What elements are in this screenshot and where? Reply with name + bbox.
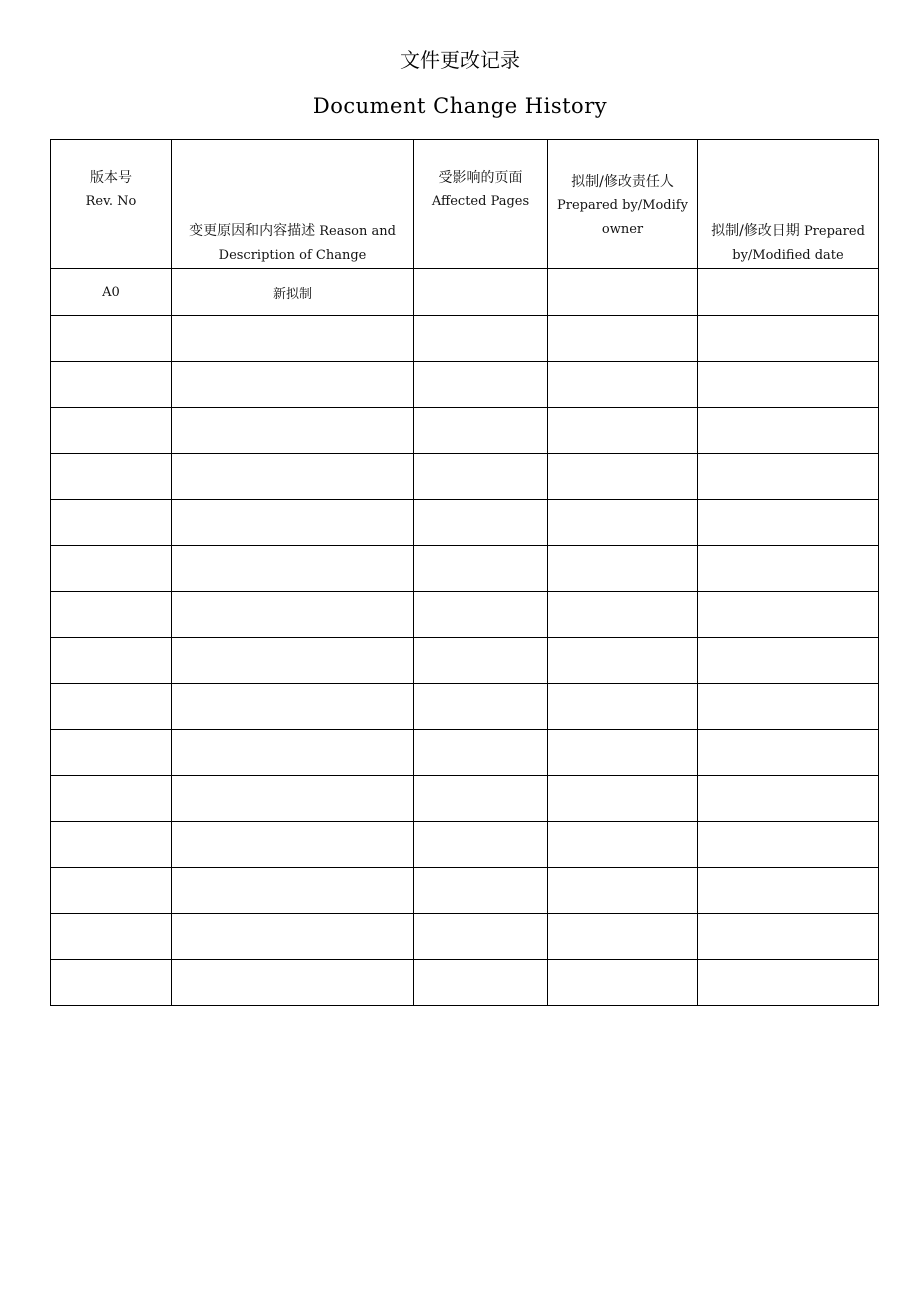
header-date-en-2: by/Modified date	[732, 248, 844, 263]
rev-no-cell	[51, 546, 172, 592]
rev-no-cell	[51, 638, 172, 684]
rev-no-cell	[51, 868, 172, 914]
header-reason-zh: 变更原因和内容描述	[189, 223, 316, 239]
table-row	[51, 960, 879, 1006]
reason-cell	[172, 638, 414, 684]
table-row	[51, 914, 879, 960]
prepared-by-cell	[548, 316, 698, 362]
affected-pages-cell	[414, 822, 548, 868]
prepared-by-cell	[548, 546, 698, 592]
affected-pages-cell	[414, 868, 548, 914]
rev-no-cell	[51, 408, 172, 454]
reason-cell	[172, 362, 414, 408]
affected-pages-cell	[414, 500, 548, 546]
prepared-by-cell	[548, 822, 698, 868]
reason-cell	[172, 500, 414, 546]
rev-no-cell	[51, 776, 172, 822]
table-row	[51, 730, 879, 776]
affected-pages-cell	[414, 362, 548, 408]
rev-no-cell	[51, 454, 172, 500]
prepared-by-cell	[548, 454, 698, 500]
date-cell	[698, 730, 879, 776]
table-row	[51, 408, 879, 454]
date-cell	[698, 546, 879, 592]
date-cell	[698, 408, 879, 454]
prepared-by-cell	[548, 960, 698, 1006]
header-reason	[172, 140, 414, 269]
reason-cell	[172, 408, 414, 454]
date-cell	[698, 684, 879, 730]
prepared-by-cell	[548, 776, 698, 822]
rev-no-cell	[51, 822, 172, 868]
affected-pages-cell	[414, 684, 548, 730]
header-prepared-by	[548, 140, 698, 269]
table-row	[51, 684, 879, 730]
rev-no-cell	[51, 730, 172, 776]
date-cell	[698, 638, 879, 684]
reason-cell	[172, 316, 414, 362]
date-cell	[698, 776, 879, 822]
rev-no-cell	[51, 316, 172, 362]
reason-cell	[172, 868, 414, 914]
table-body	[51, 269, 879, 1006]
header-prepared-by-zh: 拟制/修改责任人	[571, 174, 674, 190]
header-affected-pages-zh: 受影响的页面	[438, 170, 523, 186]
reason-cell	[172, 454, 414, 500]
rev-no-cell	[51, 592, 172, 638]
page-title-english: Document Change History	[312, 94, 608, 118]
change-history-table	[50, 139, 879, 1006]
header-prepared-by-en-2: owner	[601, 222, 644, 237]
prepared-by-cell	[548, 868, 698, 914]
table-row	[51, 592, 879, 638]
date-cell	[698, 454, 879, 500]
reason-cell	[172, 960, 414, 1006]
prepared-by-cell	[548, 638, 698, 684]
header-affected-pages-en: Affected Pages	[431, 194, 530, 209]
header-rev-no-zh: 版本号	[90, 170, 132, 186]
table-row	[51, 500, 879, 546]
reason-cell	[172, 914, 414, 960]
table-row	[51, 822, 879, 868]
date-cell	[698, 914, 879, 960]
affected-pages-cell	[414, 269, 548, 316]
date-cell	[698, 362, 879, 408]
rev-no-cell	[51, 960, 172, 1006]
rev-no-cell: A0	[51, 269, 172, 316]
affected-pages-cell	[414, 914, 548, 960]
table-row	[51, 638, 879, 684]
date-cell	[698, 960, 879, 1006]
prepared-by-cell	[548, 269, 698, 316]
header-reason-en-2: Description of Change	[218, 248, 367, 263]
header-reason-en-1: Reason and	[319, 224, 396, 239]
reason-cell	[172, 546, 414, 592]
table-header-row	[51, 140, 879, 269]
header-date	[698, 140, 879, 269]
header-rev-no	[51, 140, 172, 269]
rev-no-cell	[51, 362, 172, 408]
table-row	[51, 269, 879, 316]
affected-pages-cell	[414, 546, 548, 592]
affected-pages-cell	[414, 960, 548, 1006]
table-row	[51, 454, 879, 500]
header-rev-no-en: Rev. No	[85, 194, 137, 209]
reason-cell	[172, 684, 414, 730]
reason-cell	[172, 776, 414, 822]
affected-pages-cell	[414, 776, 548, 822]
reason-cell: 新拟制	[172, 269, 414, 316]
page-title-chinese: 文件更改记录	[400, 48, 520, 72]
rev-no-cell	[51, 914, 172, 960]
header-prepared-by-en-1: Prepared by/Modify	[557, 198, 688, 213]
prepared-by-cell	[548, 362, 698, 408]
date-cell	[698, 500, 879, 546]
header-date-en-1: Prepared	[803, 224, 865, 239]
prepared-by-cell	[548, 500, 698, 546]
affected-pages-cell	[414, 316, 548, 362]
date-cell	[698, 316, 879, 362]
header-affected-pages	[414, 140, 548, 269]
rev-no-cell	[51, 500, 172, 546]
reason-cell	[172, 730, 414, 776]
table-row	[51, 776, 879, 822]
header-date-zh: 拟制/修改日期	[711, 223, 800, 239]
table-row	[51, 546, 879, 592]
prepared-by-cell	[548, 914, 698, 960]
table-row	[51, 362, 879, 408]
affected-pages-cell	[414, 408, 548, 454]
affected-pages-cell	[414, 638, 548, 684]
date-cell	[698, 592, 879, 638]
date-cell	[698, 822, 879, 868]
prepared-by-cell	[548, 592, 698, 638]
affected-pages-cell	[414, 730, 548, 776]
affected-pages-cell	[414, 454, 548, 500]
table-row	[51, 868, 879, 914]
date-cell	[698, 269, 879, 316]
date-cell	[698, 868, 879, 914]
reason-cell	[172, 592, 414, 638]
prepared-by-cell	[548, 684, 698, 730]
table-row	[51, 316, 879, 362]
reason-cell	[172, 822, 414, 868]
rev-no-cell	[51, 684, 172, 730]
affected-pages-cell	[414, 592, 548, 638]
prepared-by-cell	[548, 730, 698, 776]
prepared-by-cell	[548, 408, 698, 454]
